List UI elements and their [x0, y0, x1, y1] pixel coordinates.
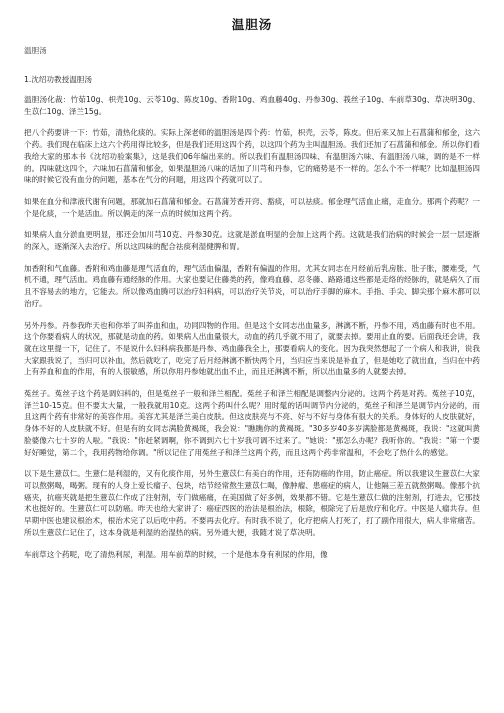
paragraph: 另外丹参。丹参我昨天也和你举了叫养血和血，功同四物的作用。但是这个女同志出血量多，淋漓不断，丹参不用，鸡血藤有时也不用。这个你要看病人的状况，那就是动血的药。如果病人出血量很大，动血的药几乎就不用了，就要去掉。要用止血的要。后面我还会讲，我就在这里提一下，记住了。不是说什么妇科病我都是丹参、鸡血藤我全上，那要看病人的变化。因为我突然想起了一个病人和我讲，说我大家跟我说了，当归可以补血，然后就吃了，吃完了后月经淋漓不断快两个月，当归应当来说是补血了，但是她吃了就出血，当归在中药上有养血和血的作用，有的人很敏感，所以你用丹参她就出血不止，而且还淋漓不断，所以出血量多的人就要去掉。: [24, 320, 480, 377]
paragraph: 温胆汤化裁：竹茹10g、枳壳10g、云苓10g、陈皮10g、香附10g、鸡血藤40g、丹参30g、莪丝子10g、车前草30g、草决明30g、生苡仁10g、泽兰15g。: [24, 95, 480, 116]
section-heading: 1.沈绍功教授温胆汤: [24, 75, 92, 84]
paragraph: 以下是生薏苡仁。生薏仁是利湿的，又有化痰作用，另外生薏苡仁有美白的作用，还有防癌的作用，防止癌症。所以我建议生薏苡仁大家可以熬粥喝，喝粥。现有的人身上爱长瘤子、包块，结节经常熬生薏苡仁喝，像肿瘤、患癌症的病人，让他隔三差五就熬粥喝。像那个抗癌夹，抗癌夹就是把生薏苡仁作成了注射剂，专门做癌痛，在美国做了好多例，效果都不错。它是生薏苡仁做的注射剂，打进去，它那技术也挺好的。生薏苡仁可以防癌。昨天也给大家讲了：癌症西医的治法是根治法，根除，根除完了后是放疗和化疗。中医是人瘤共存。但早期中医也建议根治术，根治术完了以后吃中药。不要再去化疗。有时我不说了，化疗把病人打死了，打了副作用很大，病人非常痛苦。所以生薏苡仁记住了，这本身就是利湿的治湿热的病。另外通大便，我随才说了草决明。: [24, 469, 480, 537]
paragraph: 把八个药要讲一下：竹茹，清热化痰的。实际上深老师的温胆汤是四个药：竹茹，枳壳，云苓，陈皮。但后来又加上石菖蒲和郁金，这六个药。我们现在临床上这六个药用得比较多，但是我们还用这四个药，以这四个药为主叫温胆汤。我们还加了石菖蒲和郁金。所以你们看我给大家的那本书《沈绍功验案集》，这是我们06年编出来的。所以我们有温胆汤四味、有温胆汤六味、有温胆汤八味，调的是不一样的。四味就这四个，六味加石菖蒲和郁金，如果温胆汤八味的话加了川芎和丹参，它的痛势是不一样的。怎么个不一样呢？比如温胆汤四味的时候它没有血分的问题，基本在气分的问题，用这四个药就可以了。: [24, 128, 480, 185]
paragraph: 车前草这个药呢，吃了清热利尿，利湿。用车前草的时候，一个是他本身有利尿的作用，像: [24, 549, 328, 559]
paragraph: 加香附和气血藤。香附和鸡血藤是理气活血的，理气活血偏温，香附有偏温的作用。尤其女同志在月经前后乳房胀、肚子胀，腰难受，气机不通，理气活血。鸡血藤有通经脉的作用。大家也要记住藤类的药，像鸡血藤、忍冬藤、路路通这些都是走络的经脉的，就是病久了而且不容易去的地方，它能去。所以像鸡血腾可以治疗妇科病，可以治疗关节炎，可以治疗手脚的麻木。手指、手尖、脚尖那个麻木都可以治疗。: [24, 263, 480, 308]
paragraph: 如果在血分和津液代谢有问题，那就加石菖蒲和郁金。石菖蒲芳香开窍、豁痰，可以祛痰。郁金理气活血止痛，走血分。那两个药呢？一个是化痰，一个是活血。所以俩走的深一点的时候加这两个药。: [24, 196, 480, 218]
document-title: 温胆汤: [231, 17, 273, 32]
paragraph: 如果病人血分淤血更明显，那还会加川芎10克、丹参30克。这就是淤血明显的会加上这两个药。这就是我们治病的时候会一层一层逐渐的深入，逐渐深入去治疗。所以这四味的配合祛痰利湿健脾和胃。: [24, 230, 480, 252]
paragraph: 菟丝子。菟丝子这个药是调妇科的，但是菟丝子一般和泽兰相配。菟丝子和泽兰相配是调整内分泌的。这两个药是对药。菟丝子10克，泽兰10-15克。但不要太大量，一般我就用10克。这两个药叫什么呢？用时髦的话叫调节内分泌的，菟丝子和泽兰是调节内分泌的，而且这两个药有非常好的美容作用。美容尤其是泽兰美白皮肤。但这皮肤亮与不亮、好与不好与身体有很大的关系。身体好的人皮肤就好，身体不好的人皮肤就不好。但是有的女同志满脸黄褐斑，我会说："瞧瞧你的黄褐斑。"30多岁40多岁满脸都是黄褐斑，我说："这就叫黄脸婆像六七十岁的人啦。"我说："你赶紧调啊，你不调到六七十岁我可调不过来了。"她说："那怎么办呢？我听你的。"我说："第一个要好好睡觉，第二个，我用药物给你调。"所以记住了用菟丝子和泽兰这两个药，而且这两个药非常温和，不会吃了热什么的感觉。: [24, 389, 480, 457]
document-subtitle: 温胆汤: [24, 46, 47, 55]
